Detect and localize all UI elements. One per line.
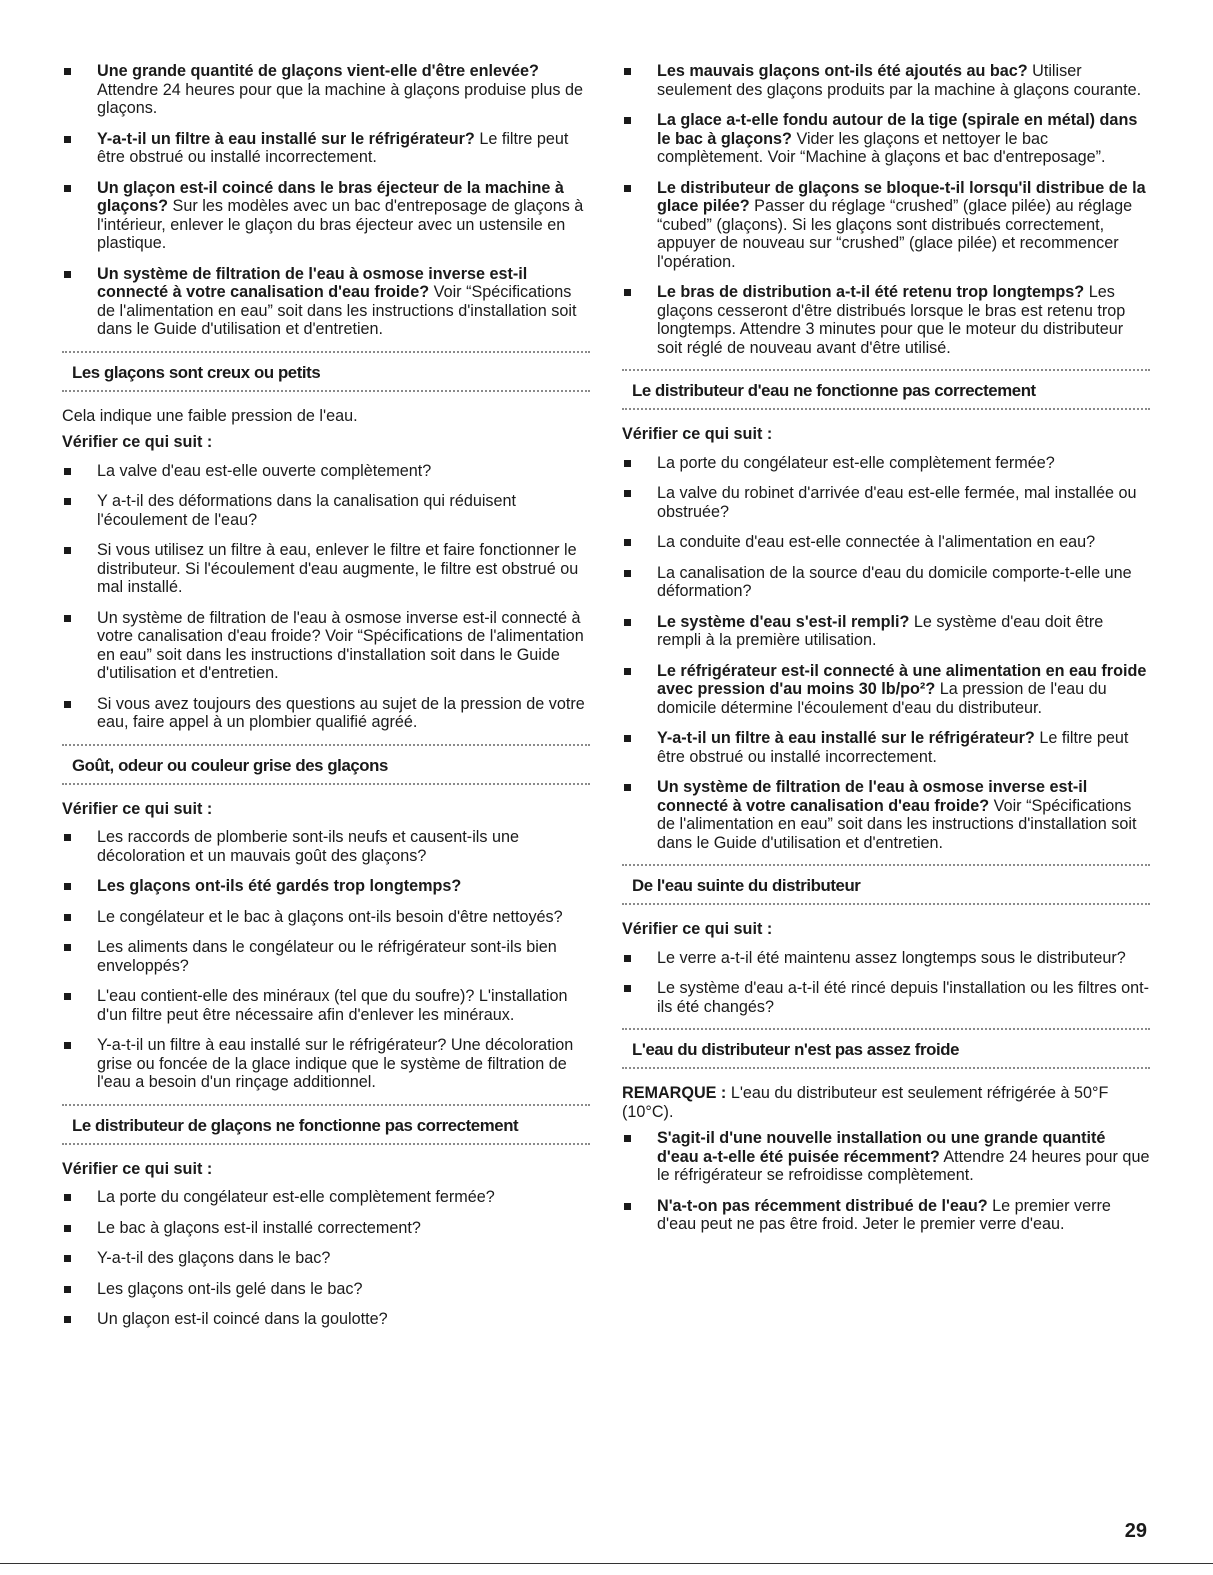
section-lead: Cela indique une faible pression de l'eau. — [62, 406, 358, 425]
bullet-icon — [64, 185, 71, 192]
list-item: Les glaçons ont-ils gelé dans le bac? — [62, 1280, 590, 1299]
list-item: L'eau contient-elle des minéraux (tel que du soufre)? L'installation d'un filtre peut être nécessaire afin d'enlever les minéraux. — [62, 987, 590, 1024]
bullet-icon — [624, 1135, 631, 1142]
footer-rule — [0, 1563, 1213, 1564]
bullet-icon — [64, 1042, 71, 1049]
bullet-icon — [624, 68, 631, 75]
bullet-icon — [64, 468, 71, 475]
section-heading: De l'eau suinte du distributeur — [622, 864, 1150, 907]
divider — [622, 408, 1150, 412]
divider — [622, 1067, 1150, 1071]
list-item: Le réfrigérateur est-il connecté à une alimentation en eau froide avec pression d'au moins 30 lb/po²? La pression de l'eau du domicile détermine l'écoulement d'eau du distributeur. — [622, 662, 1150, 718]
list-item: La valve d'eau est-elle ouverte complètement? — [62, 462, 590, 481]
list-item: Le système d'eau s'est-il rempli? Le système d'eau doit être rempli à la première utilisation. — [622, 613, 1150, 650]
bullet-icon — [64, 883, 71, 890]
list-item: Les mauvais glaçons ont-ils été ajoutés au bac? Utiliser seulement des glaçons produits par la machine à glaçons courante. — [622, 62, 1150, 99]
list-item: Un système de filtration de l'eau à osmose inverse est-il connecté à votre canalisation d'eau froide? Voir “Spécifications de l'alimentation en eau” soit dans les instructions d'installation soit dans le Guide d'utilisation et d'entretien. — [62, 609, 590, 683]
bullet-icon — [64, 834, 71, 841]
bullet-icon — [64, 547, 71, 554]
bullet-icon — [624, 619, 631, 626]
list-item: Le distributeur de glaçons se bloque-t-il lorsqu'il distribue de la glace pilée? Passer du réglage “crushed” (glace pilée) au réglage “cubed” (glaçons). Si les glaçons sont distribués correctement, appuyer de nouveau sur “crushed” (glace pilée) et recommencer l'opération. — [622, 179, 1150, 272]
check-label: Vérifier ce qui suit : — [62, 433, 213, 451]
list-item: Y-a-t-il un filtre à eau installé sur le réfrigérateur? Le filtre peut être obstrué ou installé incorrectement. — [622, 729, 1150, 766]
list-item: Y-a-t-il un filtre à eau installé sur le réfrigérateur? Le filtre peut être obstrué ou installé incorrectement. — [62, 130, 590, 167]
bullet-icon — [64, 68, 71, 75]
list-item: La porte du congélateur est-elle complètement fermée? — [622, 454, 1150, 473]
divider — [622, 903, 1150, 907]
bullet-icon — [624, 289, 631, 296]
bullet-icon — [64, 1194, 71, 1201]
bullet-icon — [624, 539, 631, 546]
divider — [62, 390, 590, 394]
list-item: La valve du robinet d'arrivée d'eau est-elle fermée, mal installée ou obstruée? — [622, 484, 1150, 521]
section-heading: L'eau du distributeur n'est pas assez froide — [622, 1028, 1150, 1071]
bullet-icon — [64, 1255, 71, 1262]
bullet-icon — [624, 955, 631, 962]
list-item: Un système de filtration de l'eau à osmose inverse est-il connecté à votre canalisation d'eau froide? Voir “Spécifications de l'alimentation en eau” soit dans les instructions d'installation soit dans le Guide d'utilisation et d'entretien. — [622, 778, 1150, 852]
check-label: Vérifier ce qui suit : — [622, 920, 773, 938]
bullet-icon — [64, 701, 71, 708]
list-item: Un glaçon est-il coincé dans la goulotte? — [62, 1310, 590, 1329]
list-item: Le bras de distribution a-t-il été retenu trop longtemps? Les glaçons cesseront d'être distribués lorsque le bras est retenu trop longtemps. Attendre 3 minutes pour que le moteur du distributeur soit réglé de nouveau avant d'être utilisé. — [622, 283, 1150, 357]
list-item: Le bac à glaçons est-il installé correctement? — [62, 1219, 590, 1238]
list-item: La porte du congélateur est-elle complètement fermée? — [62, 1188, 590, 1207]
bullet-icon — [64, 993, 71, 1000]
list-item: Y-a-t-il un filtre à eau installé sur le réfrigérateur? Une décoloration grise ou foncée de la glace indique que le système de filtration de l'eau a besoin d'un rinçage additionnel. — [62, 1036, 590, 1092]
section-heading: Goût, odeur ou couleur grise des glaçons — [62, 744, 590, 787]
note: REMARQUE : L'eau du distributeur est seulement réfrigérée à 50°F (10°C). — [622, 1084, 1109, 1121]
section-heading: Le distributeur de glaçons ne fonctionne pas correctement — [62, 1104, 590, 1147]
right-column — [622, 62, 1150, 1246]
bullet-icon — [624, 117, 631, 124]
list-item: La conduite d'eau est-elle connectée à l'alimentation en eau? — [622, 533, 1150, 552]
bullet-icon — [64, 1286, 71, 1293]
list-item: S'agit-il d'une nouvelle installation ou une grande quantité d'eau a-t-elle été puisée récemment? Attendre 24 heures pour que le réfrigérateur se refroidisse complètement. — [622, 1129, 1150, 1185]
bullet-icon — [64, 136, 71, 143]
check-label: Vérifier ce qui suit : — [622, 425, 773, 443]
bullet-icon — [624, 570, 631, 577]
list-item: La canalisation de la source d'eau du domicile comporte-t-elle une déformation? — [622, 564, 1150, 601]
list-item: Y-a-t-il des glaçons dans le bac? — [62, 1249, 590, 1268]
bullet-icon — [624, 185, 631, 192]
bullet-icon — [64, 914, 71, 921]
bullet-icon — [64, 944, 71, 951]
section-heading: Les glaçons sont creux ou petits — [62, 351, 590, 394]
list-item: Un système de filtration de l'eau à osmose inverse est-il connecté à votre canalisation d'eau froide? Voir “Spécifications de l'alimentation en eau” soit dans les instructions d'installation soit dans le Guide d'utilisation et d'entretien. — [62, 265, 590, 339]
section-heading: Le distributeur d'eau ne fonctionne pas correctement — [622, 369, 1150, 412]
page-number: 29 — [1124, 1520, 1147, 1542]
list-item: Si vous avez toujours des questions au sujet de la pression de votre eau, faire appel à un plombier qualifié agréé. — [62, 695, 590, 732]
list-item: Les glaçons ont-ils été gardés trop longtemps? — [62, 877, 590, 896]
check-label: Vérifier ce qui suit : — [62, 1159, 213, 1178]
bullet-icon — [624, 784, 631, 791]
divider — [62, 1143, 590, 1147]
bullet-icon — [64, 615, 71, 622]
list-item: Le verre a-t-il été maintenu assez longtemps sous le distributeur? — [622, 949, 1150, 968]
list-item: Un glaçon est-il coincé dans le bras éjecteur de la machine à glaçons? Sur les modèles avec un bac d'entreposage de glaçons à l'intérieur, enlever le glaçon du bras éjecteur avec un ustensile en plastique. — [62, 179, 590, 253]
bullet-icon — [624, 490, 631, 497]
note-label: REMARQUE : — [622, 1084, 727, 1102]
list-item: Les raccords de plomberie sont-ils neufs et causent-ils une décoloration et un mauvais goût des glaçons? — [62, 828, 590, 865]
list-item: Si vous utilisez un filtre à eau, enlever le filtre et faire fonctionner le distributeur. Si l'écoulement d'eau augmente, le filtre est obstrué ou mal installé. — [62, 541, 590, 597]
divider — [62, 783, 590, 787]
list-item: Une grande quantité de glaçons vient-elle d'être enlevée? Attendre 24 heures pour que la machine à glaçons produise plus de glaçons. — [62, 62, 590, 118]
bullet-icon — [64, 498, 71, 505]
left-column — [62, 62, 590, 1341]
list-item: Le système d'eau a-t-il été rincé depuis l'installation ou les filtres ont-ils été changés? — [622, 979, 1150, 1016]
list-item: Le congélateur et le bac à glaçons ont-ils besoin d'être nettoyés? — [62, 908, 590, 927]
bullet-icon — [624, 985, 631, 992]
list-item: N'a-t-on pas récemment distribué de l'eau? Le premier verre d'eau peut ne pas être froid. Jeter le premier verre d'eau. — [622, 1197, 1150, 1234]
list-item: Y a-t-il des déformations dans la canalisation qui réduisent l'écoulement de l'eau? — [62, 492, 590, 529]
bullet-icon — [64, 1316, 71, 1323]
bullet-icon — [624, 460, 631, 467]
check-label: Vérifier ce qui suit : — [62, 799, 213, 818]
list-item: Les aliments dans le congélateur ou le réfrigérateur sont-ils bien enveloppés? — [62, 938, 590, 975]
bullet-icon — [624, 1203, 631, 1210]
list-item: La glace a-t-elle fondu autour de la tige (spirale en métal) dans le bac à glaçons? Vider les glaçons et nettoyer le bac complètement. Voir “Machine à glaçons et bac d'entreposage”. — [622, 111, 1150, 167]
bullet-icon — [64, 271, 71, 278]
bullet-icon — [64, 1225, 71, 1232]
bullet-icon — [624, 668, 631, 675]
bullet-icon — [624, 735, 631, 742]
